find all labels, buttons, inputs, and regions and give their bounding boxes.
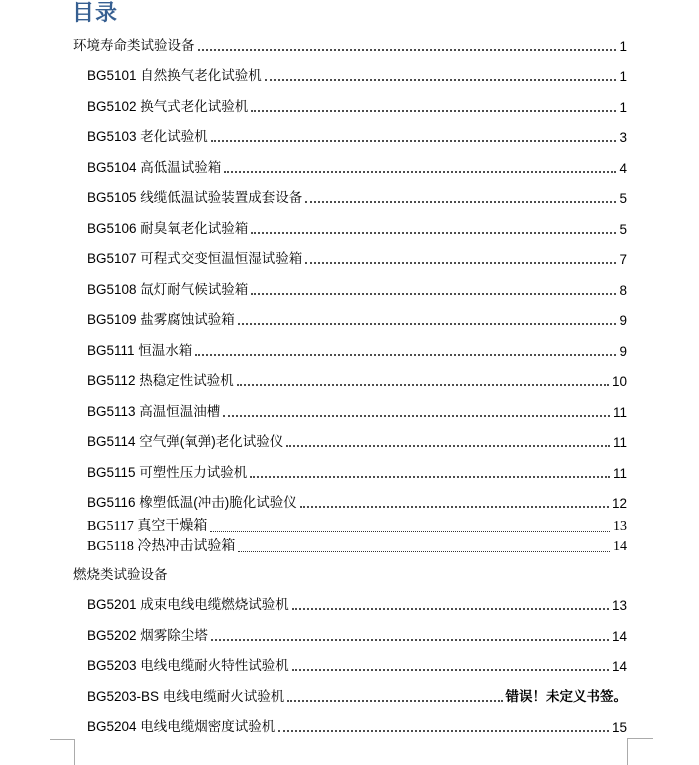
page-number: 1 [619,38,627,54]
toc-entry[interactable] [73,303,627,334]
toc-entry[interactable] [73,486,627,517]
dot-leader [211,639,609,641]
page-number: 13 [613,518,627,534]
page-number: 11 [612,404,627,420]
dot-leader [223,415,610,417]
toc-entry-label: BG5118 冷热冲击试验箱 [87,539,236,554]
page-number: 13 [611,598,627,613]
toc-entry-label: BG5115 可塑性压力试验机 [87,464,248,480]
page-number: 5 [619,191,627,206]
toc-entry[interactable] [73,455,627,486]
toc-entry-label: BG5105 线缆低温试验装置成套设备 [87,190,303,205]
toc-entry-label: BG5201 成束电线电缆燃烧试验机 [87,597,289,612]
dot-leader [305,201,616,203]
toc-entry-label: BG5112 热稳定性试验机 [87,373,234,388]
page-number: 5 [619,221,627,237]
dot-leader [250,476,610,478]
page-number: 8 [619,282,627,298]
toc-list [73,28,627,740]
page-number: 9 [619,343,627,359]
dot-leader [251,293,616,295]
toc-entry[interactable] [73,150,627,181]
page-number: 11 [612,435,627,450]
dot-leader [238,323,617,325]
text-boundary-crop-mark-bottom-right [627,738,653,765]
page-number: 10 [611,374,627,389]
page-number: 14 [611,659,627,674]
toc-entry[interactable] [73,516,627,537]
toc-entry-label: BG5108 氙灯耐气候试验箱 [87,281,249,297]
toc-entry[interactable] [73,120,627,151]
toc-entry-label: BG5109 盐雾腐蚀试验箱 [87,312,235,327]
toc-entry[interactable] [73,59,627,90]
dot-leader [287,700,502,702]
text-boundary-crop-mark-bottom-left [50,739,75,765]
toc-entry-label: BG5116 橡塑低温(冲击)脆化试验仪 [87,495,297,510]
page-number: 3 [619,130,627,145]
toc-entry-label: BG5107 可程式交变恒温恒湿试验箱 [87,251,303,266]
toc-entry[interactable] [73,679,627,710]
toc-entry-label: BG5103 老化试验机 [87,129,208,144]
toc-entry-label: BG5117 真空干燥箱 [87,518,208,534]
dot-leader [251,232,616,234]
page-number: 9 [619,313,627,328]
dot-leader [292,669,609,671]
page-number: 14 [613,539,627,554]
toc-entry[interactable] [73,272,627,303]
toc-entry[interactable] [73,242,627,273]
toc-entry-label: 燃烧类试验设备 [73,566,168,582]
toc-entry[interactable] [73,649,627,680]
toc-entry-label: BG5203-BS 电线电缆耐火试验机 [87,688,285,704]
toc-entry[interactable] [73,89,627,120]
page-number: 1 [619,99,627,115]
dot-leader [195,354,616,356]
dot-leader [292,608,609,610]
toc-entry-label: BG5102 换气式老化试验机 [87,98,249,114]
dot-leader [305,262,616,264]
page-number: 12 [611,496,627,511]
toc-entry-label: 环境寿命类试验设备 [73,37,195,53]
dot-leader [211,140,617,142]
dot-leader [251,110,616,112]
page-number: 1 [619,69,627,84]
toc-entry-label: BG5104 高低温试验箱 [87,159,222,175]
error-bookmark-text: 错误！未定义书签。 [505,688,627,704]
dot-leader [210,531,610,532]
toc-entry-label: BG5202 烟雾除尘塔 [87,627,208,643]
toc-entry-label: BG5114 空气弹(氧弹)老化试验仪 [87,434,284,449]
page-number: 11 [612,465,627,481]
dot-leader [198,49,617,51]
page-number: 7 [619,252,627,267]
toc-entry[interactable] [73,618,627,649]
toc-entry[interactable] [73,394,627,425]
toc-entry[interactable] [73,181,627,212]
toc-entry-label: BG5106 耐臭氧老化试验箱 [87,220,249,236]
toc-entry-label: BG5111 恒温水箱 [87,342,193,358]
dot-leader [300,506,609,508]
toc-entry-label: BG5203 电线电缆耐火特性试验机 [87,658,289,673]
toc-entry-label: BG5204 电线电缆烟密度试验机 [87,719,276,734]
toc-title: 目录 [72,0,119,25]
toc-entry[interactable] [73,710,627,741]
dot-leader [278,730,609,732]
toc-entry[interactable] [73,537,627,558]
toc-entry-label: BG5113 高温恒温油槽 [87,403,221,419]
dot-leader [238,551,610,552]
toc-entry[interactable] [73,28,627,59]
dot-leader [265,79,617,81]
toc-entry[interactable] [73,557,627,588]
toc-entry-label: BG5101 自然换气老化试验机 [87,68,262,83]
dot-leader [286,445,610,447]
toc-entry[interactable] [73,364,627,395]
dot-leader [237,384,609,386]
toc-entry[interactable] [73,211,627,242]
toc-entry[interactable] [73,588,627,619]
toc-entry[interactable] [73,425,627,456]
dot-leader [224,171,616,173]
page-number: 14 [611,628,627,644]
page-number: 4 [619,160,627,176]
toc-entry[interactable] [73,333,627,364]
page-number: 15 [611,720,627,735]
